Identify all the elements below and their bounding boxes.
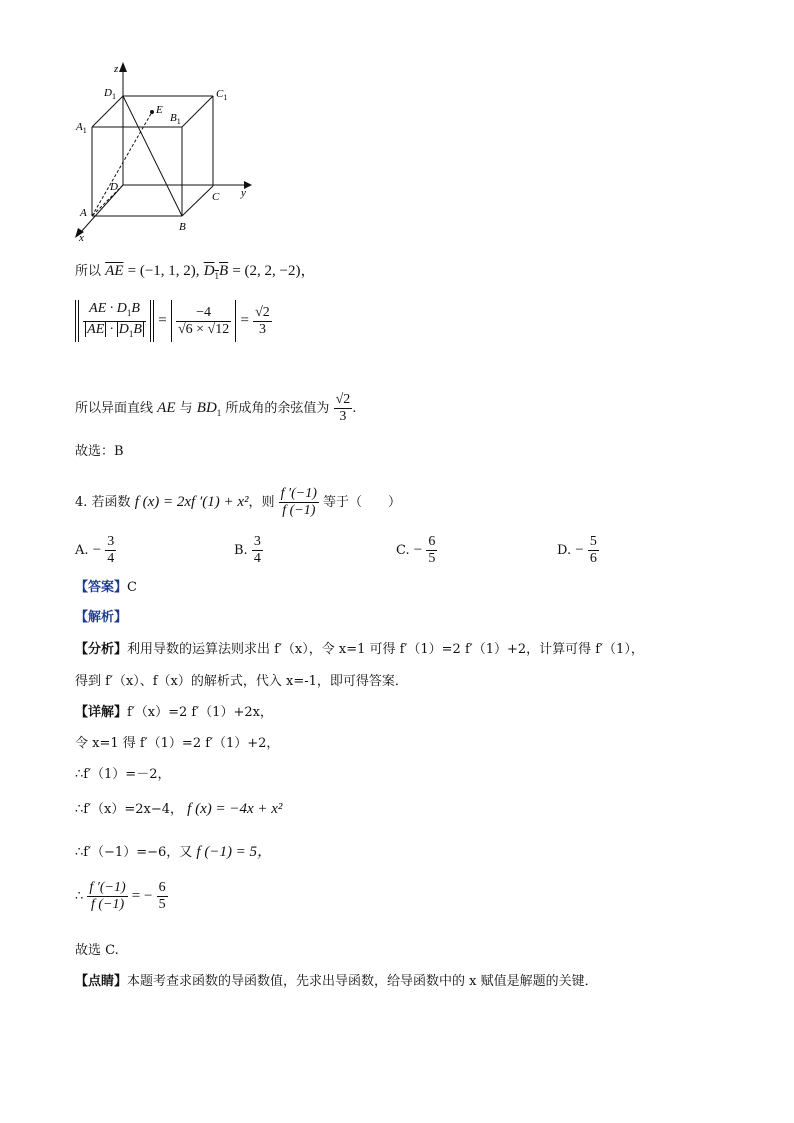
axis-z-label: z [114,63,119,75]
stem-fraction: $\frac{f '(-1)}{f (-1)}$ [280,486,317,518]
cos-fraction: $\frac{AE \cdot D_1B}{AE \cdot D_1B}$ [83,301,146,342]
detail-line5: ∴f′（−1）=−6，又 f (−1) = 5， [75,844,273,860]
option-d: D. − $\frac{5}{6}$ [557,534,597,566]
axis-y-label: y [241,187,246,199]
vector-AE: $\overline{AE}$ [105,263,124,279]
answer-line: 【答案】C [75,580,137,595]
vertex-A-label: A [80,207,87,219]
vertex-C-label: C [212,191,220,203]
detail-line1: 【详解】f′（x）=2 f′（1）+2x， [75,705,273,720]
vector-AE-value: = (−1, 1, 2), [127,263,200,279]
cube-figure [70,58,270,243]
dianjing-line: 【点睛】本题考查求函数的导函数值，先求出导函数，给导函数中的 x 赋值是解题的关键． [75,974,598,989]
detail-choose: 故选 C. [75,943,119,958]
vector-D1B-value: = (2, 2, −2)， [232,263,316,279]
cos-middle-fraction: $\frac{-4}{√6 \times √12}$ [177,304,230,337]
vector-line-prefix: 所以 [75,264,102,279]
option-c: C. − $\frac{6}{5}$ [396,534,436,566]
vertex-B-label: B [179,221,186,233]
fenxi-line2: 得到 f′（x）、f（x）的解析式，代入 x=-1，即可得答案． [75,674,408,689]
axis-x-label: x [79,232,84,243]
question-stem: 4. 若函数 f (x) = 2xf ′(1) + x²，则 $\frac{f '(-1)}{f (-1)}$ 等于（ ） [75,486,402,518]
detail-line4: ∴f′（x）=2x−4， f (x) = −4x + x² [75,801,283,817]
vector-D1B: $D_1B$ [203,263,229,281]
vertex-D-label: D [110,181,118,193]
vector-line [75,262,316,285]
point-E-label: E [156,104,163,116]
cos-formula: $\frac{AE \cdot D_1B}{AE \cdot D_1B}$ = $\frac{-4}{√6 \times √12}$ = $\frac{√2}{3}$ [75,300,272,342]
prev-answer: 故选：B [75,444,124,459]
cos-result-fraction: $\frac{√2}{3}$ [255,304,270,337]
detail-line3: ∴f′（1）=－2， [75,767,171,782]
vertex-A1-label: $A_1$ [76,121,87,135]
detail-line2: 令 x=1 得 f′（1）=2 f′（1）+2， [75,736,280,751]
detail-line6: ∴ $\frac{f '(-1)}{f (-1)}$ = − $\frac{6}{5}$ [75,880,166,912]
fenxi-line1: 【分析】利用导数的运算法则求出 f′（x），令 x=1 可得 f′（1）=2 f′（1）+2，计算可得 f′（1）， [75,642,644,657]
vertex-D1-label: $D_1$ [104,87,116,101]
stem-formula: f (x) = 2xf ′(1) + x² [134,494,249,510]
vertex-B1-label: $B_1$ [170,112,181,126]
analysis-tag: 【解析】 [75,610,128,625]
option-b: B. $\frac{3}{4}$ [234,534,261,566]
conclusion-line: 所以异面直线 AE 与 $BD_1$ 所成角的余弦值为 $\frac{√2}{3}$ . [75,392,357,424]
option-a: A. − $\frac{3}{4}$ [75,534,115,566]
vertex-C1-label: $C_1$ [216,88,228,102]
